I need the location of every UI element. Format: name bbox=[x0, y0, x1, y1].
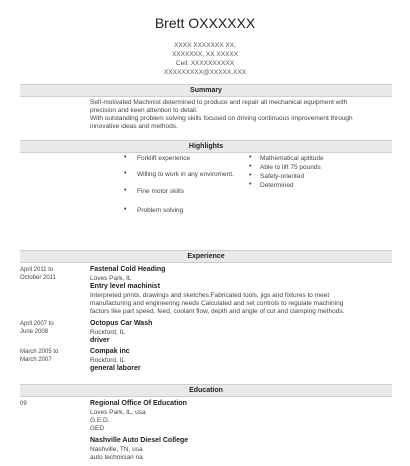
job-date-end: October 2011 bbox=[20, 275, 56, 281]
cell-phone: Cell: XXXXXXXXXX bbox=[175, 60, 235, 67]
education-location: Loves Park, IL, usa bbox=[90, 409, 146, 416]
job-date-start: April 2007 to bbox=[20, 321, 54, 327]
education-degree: auto technician na bbox=[90, 454, 143, 461]
candidate-name: Brett OXXXXXX bbox=[154, 15, 256, 31]
education-date: 09 bbox=[20, 401, 27, 407]
job-date-start: April 2011 to bbox=[20, 267, 54, 273]
job-location: Rockford, IL bbox=[90, 357, 126, 364]
education-field: GED bbox=[90, 425, 105, 432]
highlight-item: Determined bbox=[260, 182, 294, 189]
highlight-item: Fine motor skills bbox=[137, 188, 184, 195]
experience-heading: Experience bbox=[20, 250, 392, 263]
bullet-icon: • bbox=[124, 154, 127, 161]
job-date-start: March 2005 to bbox=[20, 349, 59, 355]
highlight-item: Safety-oriented bbox=[260, 173, 305, 180]
bullet-icon: • bbox=[124, 187, 127, 194]
bullet-icon: • bbox=[249, 163, 252, 170]
job-location: Rockford, IL bbox=[90, 329, 126, 336]
summary-line: innovative ideas and methods. bbox=[90, 123, 178, 130]
highlight-item: Mathematical aptitude bbox=[260, 155, 324, 162]
highlight-item: Able to lift 75 pounds bbox=[260, 164, 321, 171]
education-degree: G.E.D. bbox=[90, 417, 110, 424]
job-title: general laborer bbox=[90, 365, 141, 372]
bullet-icon: • bbox=[249, 172, 252, 179]
job-location: Loves Park, IL bbox=[90, 275, 132, 282]
job-company: Compak inc bbox=[90, 348, 130, 355]
highlight-item: Forklift experience bbox=[137, 155, 191, 162]
education-location: Nashville, TN, usa bbox=[90, 446, 143, 453]
bullet-icon: • bbox=[249, 154, 252, 161]
highlight-item: Problem solving bbox=[137, 207, 184, 214]
summary-line: Self-motivated Machinist determined to produce and repair all mechanical equipment with bbox=[90, 99, 348, 106]
education-heading: Education bbox=[20, 384, 392, 397]
job-desc-line: manufacturing and engineering needs Calculated and set controls to regulate machining bbox=[90, 300, 344, 307]
summary-heading: Summary bbox=[20, 84, 392, 97]
job-title: driver bbox=[90, 337, 110, 344]
address-line-1: XXXX XXXXXXX XX, bbox=[174, 42, 236, 49]
bullet-icon: • bbox=[249, 181, 252, 188]
job-date-end: June 2008 bbox=[20, 329, 49, 335]
summary-line: precision and keen attention to detail. bbox=[90, 107, 198, 114]
job-desc-line: factors like part speed, feed, coolant flow, depth and angle of cut and clamping methods. bbox=[90, 308, 345, 315]
education-school: Regional Office Of Education bbox=[90, 400, 187, 407]
job-desc-line: Interpreted prints, drawings and sketches.Fabricated tools, jigs and fixtures to meet bbox=[90, 292, 330, 299]
highlights-heading: Highlights bbox=[20, 140, 392, 153]
highlight-item: Willing to work in any enviroment. bbox=[137, 171, 234, 178]
job-company: Octopus Car Wash bbox=[90, 320, 153, 327]
bullet-icon: • bbox=[124, 170, 127, 177]
summary-line: With outstanding problem solving skills focused on driving continuous improvement through bbox=[90, 115, 353, 122]
job-company: Fastenal Cold Heading bbox=[90, 266, 166, 273]
address-line-2: XXXXXXX, XX XXXXX bbox=[171, 51, 239, 58]
job-title: Entry level machinist bbox=[90, 283, 161, 290]
job-date-end: March 2007 bbox=[20, 357, 52, 363]
education-school: Nashville Auto Diesel College bbox=[90, 437, 189, 444]
email: XXXXXXXXX@XXXXX.XXX bbox=[163, 69, 247, 76]
bullet-icon: • bbox=[124, 206, 127, 213]
